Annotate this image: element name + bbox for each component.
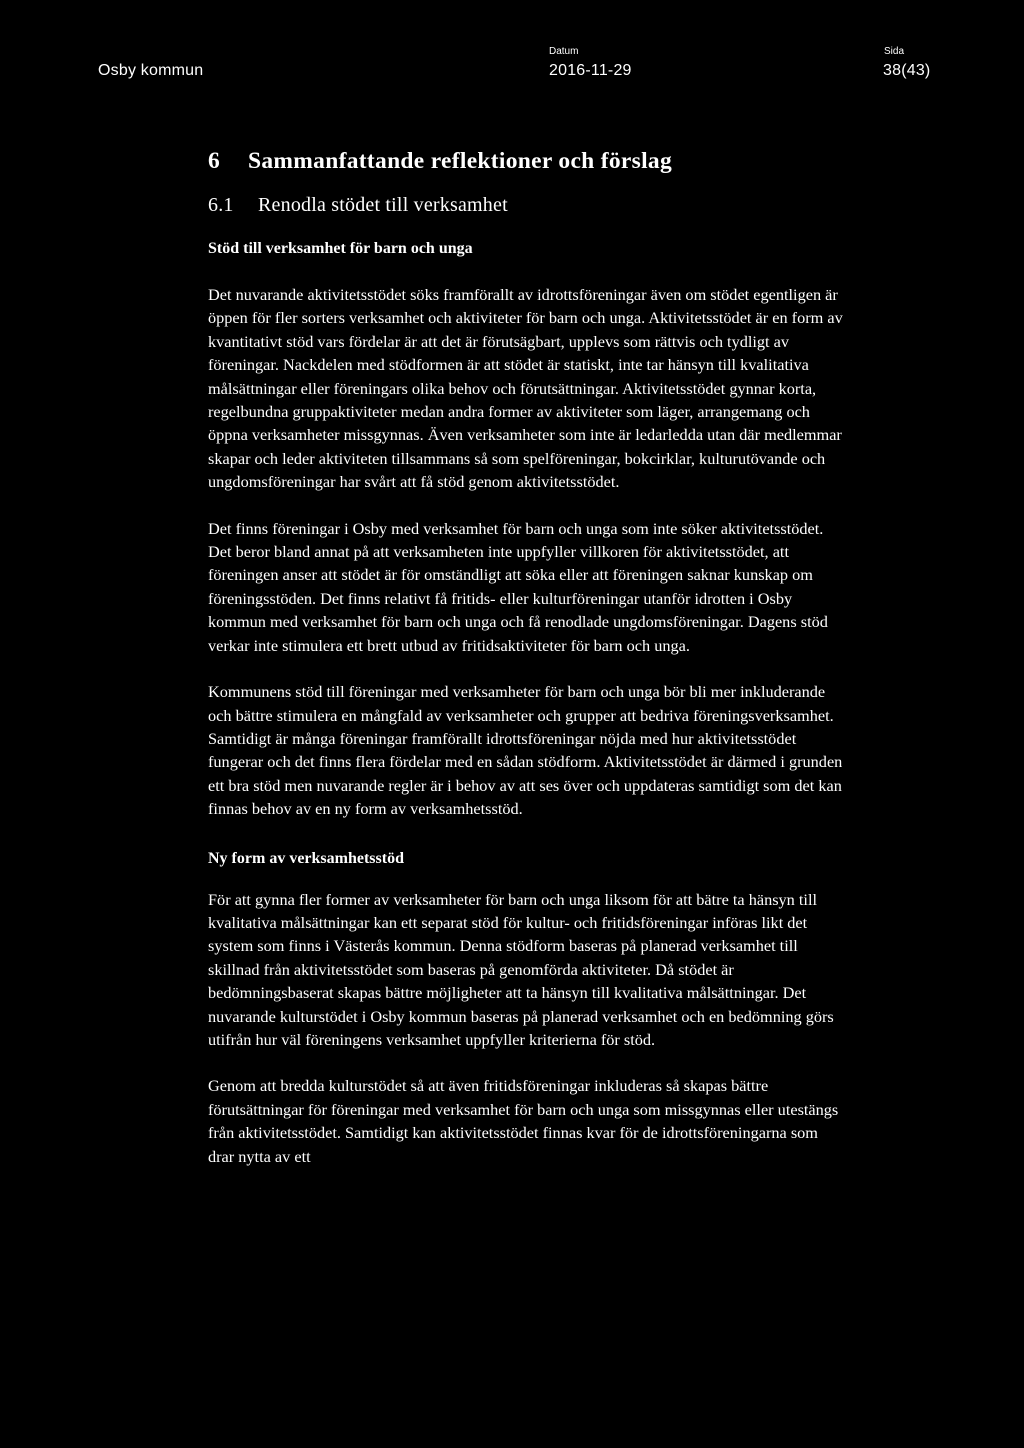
section-number: 6 <box>208 148 221 174</box>
date-value: 2016-11-29 <box>549 62 632 79</box>
paragraph: För att gynna fler former av verksamheter för barn och unga liksom för att bätre ta hänsyn till kvalitativa målsättningar kan ett separat stöd för kultur- och fritidsföreningar införas likt det system som finns i Västerås kommun. Denna stödform baseras på planerad verksamhet till skillnad från aktivitetsstödet som baseras på genomförda aktiviteter. Då stödet är bedömningsbaserat skapas bättre möjligheter att ta hänsyn till kvalitativa målsättningar. Det nuvarande kulturstödet i Osby kommun baseras på planerad verksamhet och en bedömning görs utifrån hur väl föreningens verksamhet uppfyller kriterierna för stöd. <box>208 889 834 1049</box>
subheading-support-children-youth: Stöd till verksamhet för barn och unga <box>208 240 473 257</box>
subsection-title: Renodla stödet till verksamhet <box>258 194 508 216</box>
page-number: 38(43) <box>883 62 931 79</box>
document-body <box>208 145 848 1168</box>
paragraph: Kommunens stöd till föreningar med verksamheter för barn och unga bör bli mer inkluderande och bättre stimulera en mångfald av verksamheter och grupper att bedriva föreningsverksamhet. Samtidigt är många föreningar framförallt idrottsföreningar nöjda med hur aktivitetsstödet fungerar och det finns flera fördelar med en sådan stödform. Aktivitetsstödet är därmed i grunden ett bra stöd men nuvarande regler är i behov av att ses över och uppdateras samtidigt som det kan finnas behov av en ny form av verksamhetsstöd. <box>208 682 843 819</box>
subsection-heading <box>208 189 848 221</box>
page-header <box>0 0 1024 100</box>
section-title: Sammanfattande reflektioner och förslag <box>248 148 672 174</box>
paragraph: Genom att bredda kulturstödet så att även fritidsföreningar inkluderas så skapas bättre förutsättningar för föreningar med verksamhet för barn och unga som missgynnas eller utestängs från aktivitetsstödet. Samtidigt kan aktivitetsstödet finnas kvar för de idrottsföreningarna som drar nytta av ett <box>208 1076 839 1166</box>
page-block <box>883 46 930 81</box>
subheading-new-support-form: Ny form av verksamhetsstöd <box>208 849 404 867</box>
section-heading <box>208 145 848 177</box>
paragraph: Det finns föreningar i Osby med verksamhet för barn och unga som inte söker aktivitetsstödet. Det beror bland annat på att verksamheten inte uppfyller villkoren för aktivitetsstödet, att föreningen anser att stödet är för omständligt att söka eller att föreningen saknar kunskap om föreningsstöden. Det finns relativt få fritids- eller kulturföreningar utanför idrotten i Osby kommun med verksamhet för barn och unga och få renodlade ungdomsföreningar. Dagens stöd verkar inte stimulera ett brett utbud av fritidsaktiviteter för barn och unga. <box>208 518 828 655</box>
organization-name: Osby kommun <box>98 62 204 79</box>
date-label: Datum <box>549 46 579 57</box>
page-label: Sida <box>884 46 905 57</box>
date-block <box>549 46 632 81</box>
paragraph: Det nuvarande aktivitetsstödet söks framförallt av idrottsföreningar även om stödet egentligen är öppen för fler sorters verksamhet och aktiviteter för barn och unga. Aktivitetsstödet är en form av kvantitativt stöd vars fördelar är att det är förutsägbart, upplevs som rättvis och tydligt av föreningar. Nackdelen med stödformen är att stödet är statiskt, inte tar hänsyn till kvalitativa målsättningar eller föreningars olika behov och förutsättningar. Aktivitetsstödet gynnar korta, regelbundna gruppaktiviteter medan andra former av aktiviteter som läger, arrangemang och öppna verksamheter missgynnas. Även verksamheter som inte är ledarledda utan där medlemmar skapar och leder aktiviteten tillsammans så som spelföreningar, bokcirklar, kulturutövande och ungdomsföreningar har svårt att få stöd genom aktivitetsstödet. <box>208 285 843 492</box>
subsection-number: 6.1 <box>208 194 234 216</box>
